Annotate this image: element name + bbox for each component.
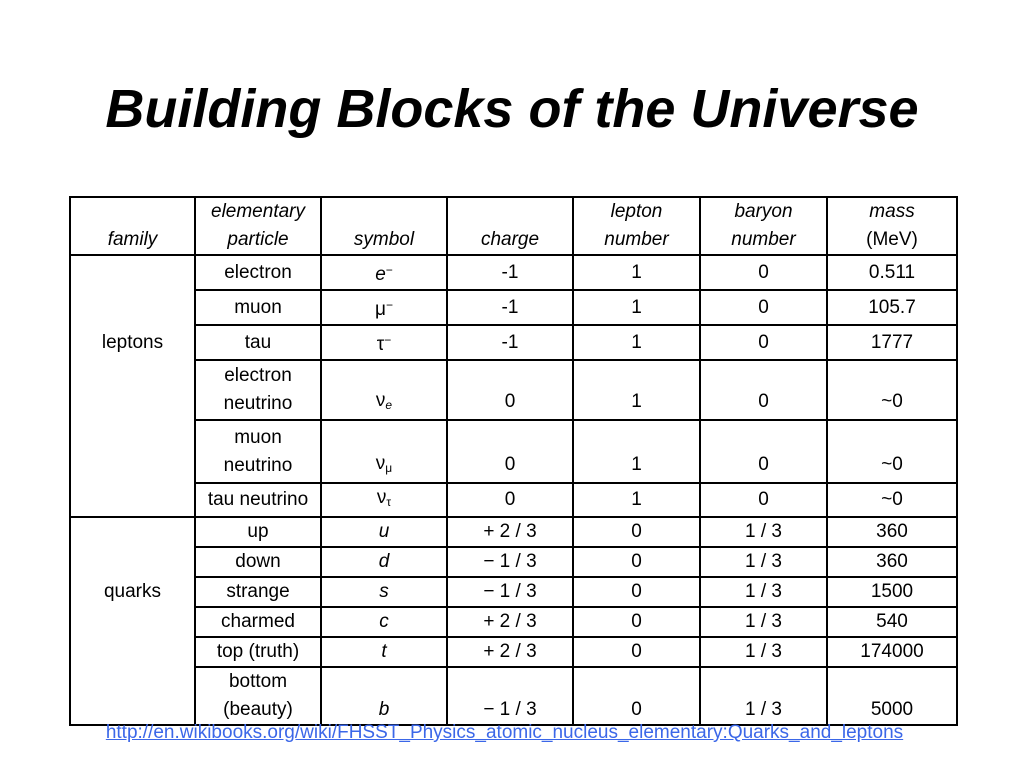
mass-cell: 174000 <box>827 637 957 667</box>
table-row <box>70 420 957 483</box>
symbol-cell: t <box>321 637 447 667</box>
family-cell <box>70 360 195 420</box>
family-cell <box>70 667 195 725</box>
lepton-number-cell: 0 <box>573 667 700 725</box>
particle-table <box>69 196 958 726</box>
table-row <box>70 517 957 547</box>
mass-cell: 360 <box>827 547 957 577</box>
charge-cell: 0 <box>447 360 573 420</box>
mass-cell: ~0 <box>827 483 957 517</box>
lepton-number-cell: 0 <box>573 517 700 547</box>
family-cell <box>70 607 195 637</box>
charge-cell: − 1 / 3 <box>447 577 573 607</box>
baryon-number-cell: 0 <box>700 360 827 420</box>
table-row <box>70 637 957 667</box>
lepton-number-cell: 0 <box>573 637 700 667</box>
mass-cell: ~0 <box>827 360 957 420</box>
particle-cell: down <box>195 547 321 577</box>
table-row <box>70 547 957 577</box>
baryon-number-cell: 1 / 3 <box>700 547 827 577</box>
header-row <box>70 197 957 255</box>
col-header-family: family <box>70 197 195 255</box>
symbol-cell: e− <box>321 255 447 290</box>
mass-cell: 540 <box>827 607 957 637</box>
table-row <box>70 255 957 290</box>
particle-cell: muon neutrino <box>195 420 321 483</box>
charge-cell: − 1 / 3 <box>447 667 573 725</box>
symbol-cell: s <box>321 577 447 607</box>
lepton-number-cell: 0 <box>573 547 700 577</box>
family-cell <box>70 255 195 290</box>
mass-cell: 0.511 <box>827 255 957 290</box>
lepton-number-cell: 1 <box>573 290 700 325</box>
mass-cell: 5000 <box>827 667 957 725</box>
charge-cell: + 2 / 3 <box>447 517 573 547</box>
symbol-cell: τ− <box>321 325 447 360</box>
particle-cell: tau <box>195 325 321 360</box>
particle-cell: electron neutrino <box>195 360 321 420</box>
baryon-number-cell: 1 / 3 <box>700 577 827 607</box>
family-label-quarks: quarks <box>70 577 195 607</box>
charge-cell: + 2 / 3 <box>447 637 573 667</box>
symbol-cell: μ− <box>321 290 447 325</box>
symbol-cell: u <box>321 517 447 547</box>
family-label-leptons: leptons <box>70 325 195 360</box>
particle-cell: charmed <box>195 607 321 637</box>
source-link[interactable]: http://en.wikibooks.org/wiki/FHSST_Physics_atomic_nucleus_elementary:Quarks_and_leptons <box>105 722 904 743</box>
family-cell <box>70 290 195 325</box>
family-cell <box>70 517 195 547</box>
table-row <box>70 325 957 360</box>
mass-cell: ~0 <box>827 420 957 483</box>
baryon-number-cell: 1 / 3 <box>700 517 827 547</box>
family-cell <box>70 547 195 577</box>
charge-cell: -1 <box>447 325 573 360</box>
col-header-baryon-number: baryon number <box>700 197 827 255</box>
lepton-number-cell: 1 <box>573 420 700 483</box>
lepton-number-cell: 1 <box>573 255 700 290</box>
symbol-cell: $\nu_\mu$ <box>321 420 447 483</box>
lepton-number-cell: 1 <box>573 325 700 360</box>
particle-cell: tau neutrino <box>195 483 321 517</box>
mass-cell: 360 <box>827 517 957 547</box>
symbol-cell: $\nu_e$ <box>321 360 447 420</box>
particle-cell: top (truth) <box>195 637 321 667</box>
table-row <box>70 667 957 725</box>
table-row <box>70 290 957 325</box>
family-cell <box>70 483 195 517</box>
lepton-number-cell: 0 <box>573 607 700 637</box>
col-header-charge: charge <box>447 197 573 255</box>
particle-cell: muon <box>195 290 321 325</box>
col-header-symbol: symbol <box>321 197 447 255</box>
lepton-number-cell: 0 <box>573 577 700 607</box>
symbol-cell: $\nu_\tau$ <box>321 483 447 517</box>
family-cell <box>70 420 195 483</box>
table-row <box>70 577 957 607</box>
col-header-particle: elementary particle <box>195 197 321 255</box>
table-row <box>70 483 957 517</box>
symbol-cell: b <box>321 667 447 725</box>
particle-cell: up <box>195 517 321 547</box>
slide-title: Building Blocks of the Universe <box>105 79 919 139</box>
symbol-cell: d <box>321 547 447 577</box>
baryon-number-cell: 0 <box>700 483 827 517</box>
col-header-mass: mass (MeV) <box>827 197 957 255</box>
baryon-number-cell: 0 <box>700 255 827 290</box>
mass-cell: 105.7 <box>827 290 957 325</box>
symbol-cell: c <box>321 607 447 637</box>
baryon-number-cell: 1 / 3 <box>700 667 827 725</box>
charge-cell: 0 <box>447 483 573 517</box>
baryon-number-cell: 0 <box>700 290 827 325</box>
baryon-number-cell: 1 / 3 <box>700 607 827 637</box>
mass-cell: 1500 <box>827 577 957 607</box>
particle-cell: electron <box>195 255 321 290</box>
col-header-lepton-number: lepton number <box>573 197 700 255</box>
charge-cell: -1 <box>447 255 573 290</box>
particle-cell: bottom (beauty) <box>195 667 321 725</box>
charge-cell: 0 <box>447 420 573 483</box>
charge-cell: − 1 / 3 <box>447 547 573 577</box>
baryon-number-cell: 1 / 3 <box>700 637 827 667</box>
family-cell <box>70 637 195 667</box>
lepton-number-cell: 1 <box>573 483 700 517</box>
table-row <box>70 607 957 637</box>
charge-cell: -1 <box>447 290 573 325</box>
charge-cell: + 2 / 3 <box>447 607 573 637</box>
particle-cell: strange <box>195 577 321 607</box>
lepton-number-cell: 1 <box>573 360 700 420</box>
baryon-number-cell: 0 <box>700 420 827 483</box>
mass-cell: 1777 <box>827 325 957 360</box>
baryon-number-cell: 0 <box>700 325 827 360</box>
table-row <box>70 360 957 420</box>
